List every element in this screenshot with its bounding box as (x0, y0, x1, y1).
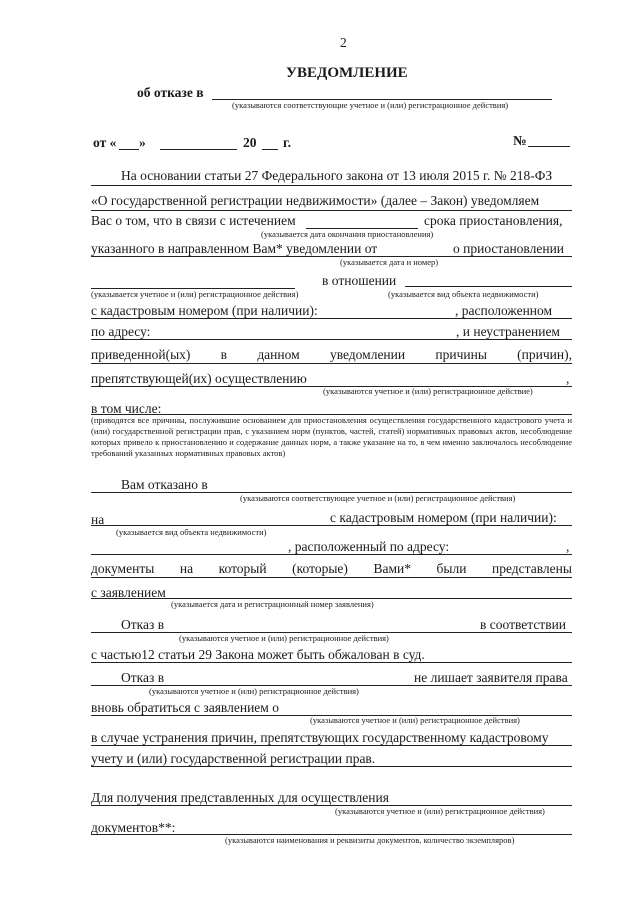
on-label: на (91, 512, 105, 527)
reasons-word: причины (435, 347, 487, 362)
comma: , (566, 371, 570, 386)
elimination-line2: учету и (или) государственной регистрации прав. (91, 751, 376, 766)
cadastral-line2: с кадастровым номером (при наличии): (330, 510, 557, 525)
object-type-blank[interactable] (405, 286, 572, 287)
reasons-line (91, 348, 572, 362)
documents-word: были (436, 561, 467, 576)
day-blank[interactable] (119, 149, 139, 150)
rule (91, 525, 572, 526)
located: , расположенном (455, 303, 553, 318)
hint-actions2: (указываются учетное и (или) регистрационное действие) (323, 386, 533, 396)
rule (91, 577, 572, 578)
rule (91, 210, 572, 211)
year-suffix: г. (283, 135, 291, 150)
in-accordance: в соответствии (480, 617, 567, 632)
p1-line4-b: о приостановлении (453, 241, 565, 256)
p1-line1: На основании статьи 27 Федерального закона от 13 июля 2015 г. № 218-ФЗ (121, 168, 553, 183)
date-from-label: от « (93, 135, 117, 150)
page-number: 2 (340, 35, 347, 50)
comma2: , (566, 539, 570, 554)
rule (91, 318, 572, 319)
rule (91, 662, 572, 663)
hint-actions5: (указываются учетное и (или) регистрационное действия) (310, 715, 520, 725)
preventing: препятствующей(их) осуществлению (91, 371, 307, 386)
reasons-word: в (220, 347, 228, 362)
document-title: УВЕДОМЛЕНИЕ (286, 65, 408, 81)
rule (91, 363, 572, 364)
year-blank[interactable] (262, 149, 278, 150)
reasons-word: приведенной(ых) (91, 347, 191, 362)
reasons-word: (причин), (517, 347, 572, 362)
hint-refused: (указываются соответствующее учетное и (или) регистрационное действия) (240, 493, 516, 503)
rule (91, 745, 572, 746)
p1-line3-b: срока приостановления, (424, 213, 563, 228)
hint-actions6: (указываются учетное и (или) регистрационное действия) (335, 806, 545, 816)
refusal-in2: Отказ в (121, 670, 165, 685)
documents-word: который (218, 561, 267, 576)
hint-suspension-end: (указывается дата окончания приостановления) (261, 229, 434, 239)
rule (91, 766, 572, 767)
in-relation: в отношении (322, 273, 397, 288)
hint-docs: (указываются наименования и реквизиты документов, количество экземпляров) (225, 835, 515, 845)
p1-line4-a: указанного в направленном Вам* уведомлении от (91, 241, 378, 256)
documents-word: (которые) (292, 561, 348, 576)
including: в том числе: (91, 401, 162, 416)
year-prefix: 20 (243, 135, 257, 150)
p1-line2: «О государственной регистрации недвижимости» (далее – Закон) уведомляем (91, 193, 540, 208)
not-eliminated: , и неустранением (456, 324, 560, 339)
by-address: по адресу: (91, 324, 151, 339)
month-blank[interactable] (160, 149, 237, 150)
reasons-word: уведомлении (329, 347, 406, 362)
refusal-in: Отказ в (121, 617, 165, 632)
hint-application: (указывается дата и регистрационный номер заявления) (171, 599, 374, 609)
appeal: с частью12 статьи 29 Закона может быть обжалован в суд. (91, 647, 425, 662)
refusal-prefix: об отказе в (137, 85, 204, 100)
number-blank[interactable] (528, 146, 570, 147)
located-address: , расположенный по адресу: (288, 539, 450, 554)
hint-date-number: (указывается дата и номер) (340, 257, 439, 267)
not-deprive: не лишает заявителя права (414, 670, 568, 685)
receive-docs: Для получения представленных для осуществления (91, 790, 389, 805)
hint-object-type: (указывается вид объекта недвижимости) (388, 289, 539, 299)
cadastral-line: с кадастровым номером (при наличии): (91, 303, 318, 318)
rule (91, 256, 572, 257)
hint-object-type2: (указывается вид объекта недвижимости) (116, 527, 267, 537)
documents-word: на (179, 561, 194, 576)
refusal-hint: (указываются соответствующие учетное и (или) регистрационное действия) (232, 100, 509, 110)
rule (91, 339, 572, 340)
reasons-word: данном (257, 347, 300, 362)
reapply: вновь обратиться с заявлением о (91, 700, 279, 715)
refused: Вам отказано в (121, 477, 208, 492)
documents-label: документов**: (91, 820, 176, 835)
documents-word: Вами* (373, 561, 411, 576)
documents-word: представлены (492, 561, 572, 576)
rule (91, 185, 572, 186)
reasons-note: (приводятся все причины, послужившие основанием для приостановления осуществления государственного кадастрового учета и (или) государственной регистрации прав, с указанием норм (пунктов, частей, статей) нормативных правовых актов, несоблюдение которых привело к приостановлению и содержание данных норм, а также указание на то, в чем именно заключалось несоблюдение требований указанных нормативных правовых актов) (91, 415, 572, 458)
elimination-line1: в случае устранения причин, препятствующих государственному кадастровому (91, 730, 549, 745)
documents-line (91, 562, 572, 576)
date-quote-close: » (139, 135, 146, 150)
rule (91, 554, 572, 555)
number-sign: № (513, 133, 527, 148)
p1-line3-a: Вас о том, что в связи с истечением (91, 213, 296, 228)
with-application: с заявлением (91, 585, 166, 600)
documents-word: документы (91, 561, 155, 576)
hint-actions: (указывается учетное и (или) регистрационное действия) (91, 289, 299, 299)
hint-actions3: (указываются учетное и (или) регистрационное действия) (179, 633, 389, 643)
hint-actions4: (указываются учетное и (или) регистрационное действия) (149, 686, 359, 696)
